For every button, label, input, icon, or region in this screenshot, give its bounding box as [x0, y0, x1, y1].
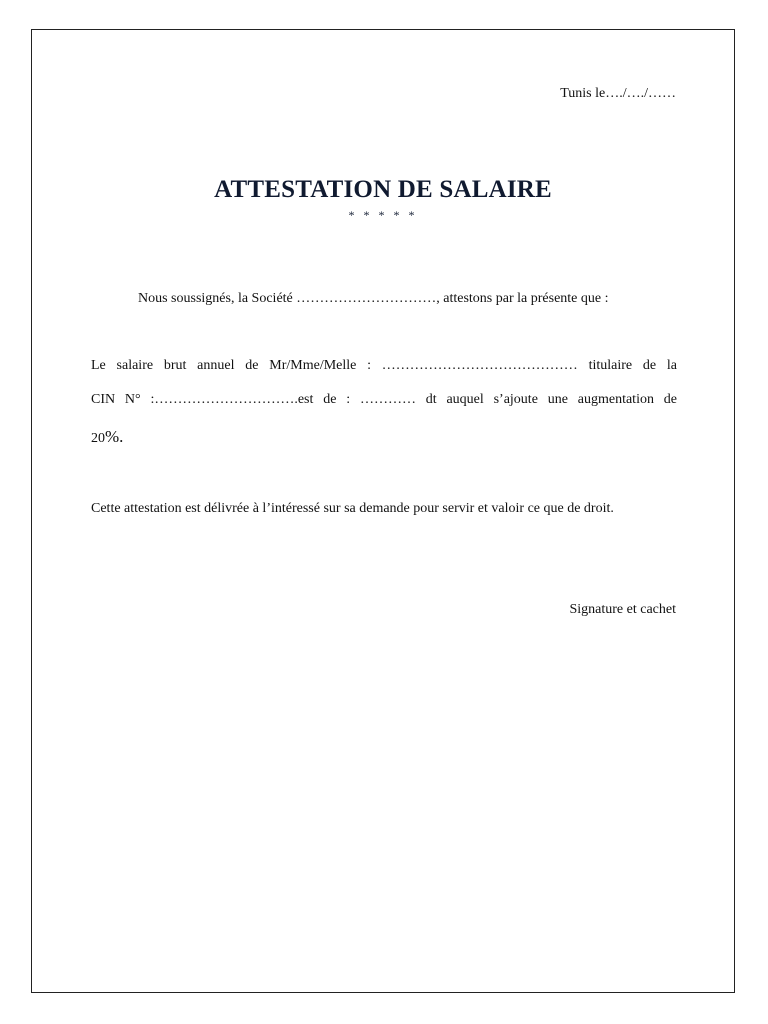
salary-line-1: Le salaire brut annuel de Mr/Mme/Melle : …………………………………… titulaire de la [91, 358, 677, 373]
date-line: Tunis le…./…./…… [560, 86, 676, 101]
salary-line-3 [91, 426, 677, 450]
salary-increase-digits: 20 [91, 431, 105, 446]
title-separator-stars: * * * * * [348, 208, 418, 222]
salary-line-2: CIN N° :………………………….est de : ………… dt auquel s’ajoute une augmentation de [91, 392, 677, 407]
salary-paragraph [91, 356, 677, 450]
document-title: ATTESTATION DE SALAIRE [214, 176, 552, 203]
delivery-paragraph: Cette attestation est délivrée à l’intéressé sur sa demande pour servir et valoir ce que de droit. [91, 501, 614, 516]
salary-increase-percent: %. [105, 427, 124, 446]
document-page [31, 29, 735, 993]
signature-label: Signature et cachet [569, 602, 676, 617]
intro-paragraph: Nous soussignés, la Société …………………………, attestons par la présente que : [138, 291, 609, 306]
